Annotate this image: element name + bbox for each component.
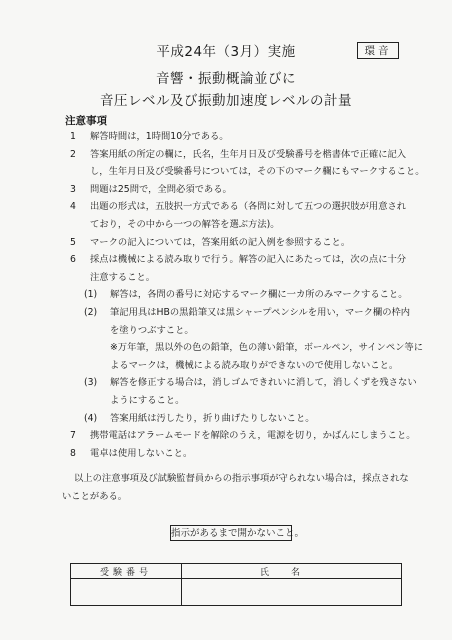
exam-title-line1: 音響・振動概論並びに: [156, 71, 296, 87]
note-number: 4: [70, 201, 76, 213]
note-text: 問題は25問で，全問必須である。: [90, 183, 232, 195]
note-number: 7: [70, 430, 76, 442]
note-row: [70, 374, 417, 392]
note-row: [70, 234, 410, 252]
note-text: 携帯電話はアラームモードを解除のうえ，電源を切り，かばんにしまうこと。: [90, 430, 416, 442]
note-number: 1: [70, 131, 76, 142]
note-text: ※万年筆，黒以外の色の鉛筆，色の薄い鉛筆，ボールペン，サインペン等に: [110, 342, 424, 354]
note-text: マークの記入については，答案用紙の記入例を参照すること。: [90, 236, 351, 248]
note-row: [70, 198, 410, 216]
note-text: 解答を修正する場合は，消しゴムできれいに消して，消しくずを残さない: [110, 377, 417, 389]
note-text: を塗りつぶすこと。: [110, 324, 194, 336]
note-number: 8: [70, 447, 76, 459]
note-number: 5: [70, 236, 76, 248]
note-number: (1): [84, 289, 98, 301]
note-row: [70, 269, 410, 287]
note-row: [70, 181, 410, 199]
notes-list: [70, 128, 425, 462]
note-number: (2): [84, 306, 98, 318]
note-row: [70, 427, 416, 445]
note-row: [70, 251, 410, 269]
closing-line1: 以上の注意事項及び試験監督員からの指示事項が守られない場合は，採点されな: [74, 473, 409, 484]
name-header: 氏名: [259, 568, 322, 578]
note-row: [70, 410, 410, 428]
table-header-divider: [71, 578, 401, 579]
note-row: [70, 322, 410, 340]
exam-date-line: 平成24年（3月）実施: [156, 44, 296, 60]
note-text: 答案用紙の所定の欄に，氏名，生年月日及び受験番号を楷書体で正確に記入: [90, 148, 407, 160]
note-row: [70, 357, 410, 375]
note-number: (3): [84, 377, 98, 389]
note-row: [70, 392, 410, 410]
note-text: 電卓は使用しないこと。: [90, 447, 193, 459]
do-not-open-notice: 指示があるまで開かないこと。: [170, 525, 292, 541]
notes-heading: 注意事項: [65, 115, 107, 127]
category-tag: 環音: [357, 42, 399, 59]
note-text: 注意すること。: [90, 271, 156, 283]
note-text: し，生年月日及び受験番号については，その下のマーク欄にもマークすること。: [90, 166, 425, 178]
note-row: [70, 146, 410, 164]
note-text: よるマークは，機械による読み取りができないので使用しないこと。: [110, 359, 399, 371]
note-number: 6: [70, 254, 76, 266]
note-number: 3: [70, 183, 76, 195]
note-number: (4): [84, 412, 98, 424]
note-row: [70, 216, 410, 234]
note-text: 筆記用具はHBの黒鉛筆又は黒シャープペンシルを用い，マーク欄の枠内: [110, 306, 411, 318]
note-row: [70, 339, 424, 357]
closing-paragraph: [62, 470, 409, 505]
exam-title-line2: 音圧レベル及び振動加速度レベルの計量: [100, 93, 352, 109]
closing-line2: いことがある。: [62, 490, 128, 502]
note-text: ようにすること。: [110, 394, 185, 406]
note-text: 解答時間は，1時間10分である。: [90, 131, 229, 142]
note-row: [70, 304, 410, 322]
note-row: [70, 445, 410, 463]
note-row: [70, 128, 410, 146]
note-text: 出題の形式は，五肢択一方式である（各問に対して五つの選択肢が用意され: [90, 201, 407, 213]
note-text: 採点は機械による読み取りで行う。解答の記入にあたっては，次の点に十分: [90, 254, 407, 266]
note-text: 解答は，各問の番号に対応するマーク欄に一カ所のみマークすること。: [110, 289, 408, 301]
note-row: [70, 286, 410, 304]
note-text: 答案用紙は汚したり，折り曲げたりしないこと。: [110, 412, 315, 424]
note-row: [70, 163, 425, 181]
examinee-info-table: [70, 563, 402, 606]
examinee-number-header: 受験番号: [99, 568, 152, 578]
note-number: 2: [70, 148, 76, 160]
note-text: ており，その中から一つの解答を選ぶ方法)。: [90, 218, 280, 230]
